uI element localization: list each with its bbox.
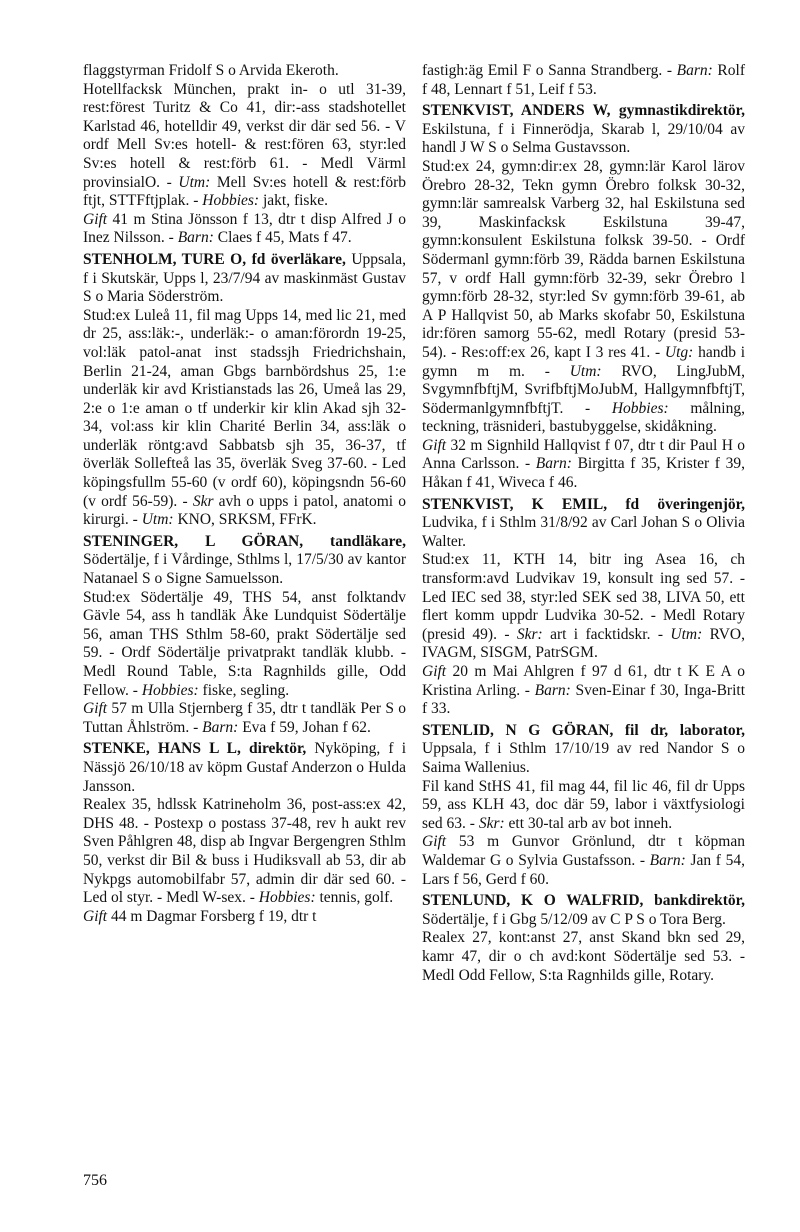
entry-stenlid	[422, 722, 745, 889]
entry-first-paragraph	[422, 722, 745, 778]
entry-first-paragraph	[83, 740, 406, 796]
entry-stenkvist-emil	[422, 496, 745, 719]
entry-text: Realex 35, hdlssk Katrineholm 36, post-ass:ex 42, DHS 48. - Postexp o postass 37-48, rev h aukt rev Sven Påhlgren 48, disp ab Ingvar Bergengren Sthlm 50, verkst dir Bil & buss i Hudiksvall ab 53, dir ab Nykpgs automobilfabr 57, admin dir där sed 60. - Led ol styr. - Medl W-sex. - Hobbies: tennis, golf.	[83, 796, 406, 907]
entry-text: Fil kand StHS 41, fil mag 44, fil lic 46, fil dr Upps 59, ass KLH 43, doc där 59, labor i växtfysiologi sed 63. - Skr: ett 30-tal arb av bot inneh.	[422, 777, 745, 832]
entry-heading: STENKVIST, K EMIL, fd överingenjör,	[422, 495, 745, 513]
entry-text: Gift 20 m Mai Ahlgren f 97 d 61, dtr t K E A o Kristina Arling. - Barn: Sven-Einar f 30, Inga-Britt f 33.	[422, 663, 745, 718]
entry-text: Södertälje, f i Vårdinge, Sthlms l, 17/5/30 av kantor Natanael S o Signe Samuelsson.	[83, 551, 406, 588]
entry-steninger	[83, 533, 406, 738]
entry-heading: STENKE, HANS L L, direktör,	[83, 740, 307, 758]
entry-text: Nyköping, f i Nässjö 26/10/18 av köpm Gustaf Anderzon o Hulda Jansson.	[83, 740, 407, 795]
entry-stenholm	[83, 251, 406, 530]
page-number: 756	[83, 1172, 107, 1189]
entry-heading: STENINGER, L GÖRAN, tandläkare,	[83, 532, 406, 550]
entry-text: Uppsala, f i Sthlm 17/10/19 av red Nandor S o Saima Wallenius.	[422, 740, 745, 776]
entry-text: Stud:ex Södertälje 49, THS 54, anst folktandv Gävle 54, ass h tandläk Åke Lundquist Södertälje 56, aman THS Sthlm 58-60, prakt Södertälje sed 59. - Ordf Södertälje privatprakt tandläk klubb. - Medl Round Table, S:ta Ragnhilds gille, Odd Fellow. - Hobbies: fiske, segling.	[83, 588, 406, 699]
entry-text: Realex 27, kont:anst 27, anst Skand bkn sed 29, kamr 47, dir o ch avd:kont Södertälje sed 53. - Medl Odd Fellow, S:ta Ragnhilds gille, Rotary.	[422, 929, 745, 984]
entry-first-paragraph	[83, 251, 406, 307]
entry-text: Gift 53 m Gunvor Grönlund, dtr t köpman Waldemar G o Sylvia Gustafsson. - Barn: Jan f 54, Lars f 56, Gerd f 60.	[422, 833, 745, 888]
entry-stenke	[83, 740, 406, 926]
entry-text: Gift 57 m Ulla Stjernberg f 35, dtr t tandläk Per S o Tuttan Åhlström. - Barn: Eva f 59, Johan f 62.	[83, 700, 406, 736]
entry-heading: STENLID, N G GÖRAN, fil dr, laborator,	[422, 721, 745, 739]
entry-stenkvist-anders	[422, 102, 745, 492]
entry-heading: STENKVIST, ANDERS W, gymnastikdirektör,	[422, 102, 745, 120]
entry-heading: STENLUND, K O WALFRID, bankdirektör,	[422, 892, 745, 910]
entry-continuation	[83, 62, 406, 248]
entry-first-paragraph	[422, 892, 745, 929]
entry-continuation	[422, 62, 745, 99]
entry-first-paragraph	[422, 496, 745, 552]
entry-stenlund	[422, 892, 745, 985]
entry-text: Gift 44 m Dagmar Forsberg f 19, dtr t	[83, 907, 317, 925]
entry-first-paragraph	[422, 102, 745, 158]
entry-text: Hotellfacksk München, prakt in- o utl 31-39, rest:förest Turitz & Co 41, dir:-ass stadshotellet Karlstad 46, hotelldir 49, verkst dir där sed 56. - V ordf Mell Sv:es hotell- & rest:fören 63, styr:led Sv:es hotell & rest:förb 61. - Medl Värml provinsialO. - Utm: Mell Sv:es hotell & rest:förb ftjt, STTFftjplak. - Hobbies: jakt, fiske.	[83, 80, 406, 210]
entry-text: Uppsala, f i Skutskär, Upps l, 23/7/94 av maskinmäst Gustav S o Maria Söderström.	[83, 250, 406, 306]
entry-text: Ludvika, f i Sthlm 31/8/92 av Carl Johan S o Olivia Walter.	[422, 514, 745, 550]
entry-text: Stud:ex Luleå 11, fil mag Upps 14, med lic 21, med dr 25, ass:läk:-, underläk:- o aman:förordn 19-25, vol:läk patol-anat inst stadssjh Friedrichshain, Berlin 21-24, aman Gbgs barnbördshus 25, 1:e underläk kir avd Kristianstads las 26, Umeå las 29, 2:e o 1:e aman o tf underkir kir klin Akad sjh 32-34, vol:ass kir klin Charité Berlin 34, ass:läk o underläk röntg:avd Sabbatsb sjh 35, 36-37, tf överläk Sollefteå las 35, överläk Sveg 37-60. - Led köpingsfullm 55-60 (v ordf 60), köpingsndn 56-60 (v ordf 56-59). - Skr avh o upps i patol, anatomi o kirurgi. - Utm: KNO, SRKSM, FFrK.	[83, 306, 406, 529]
entry-text: Stud:ex 11, KTH 14, bitr ing Asea 16, ch transform:avd Ludvikav 19, konsult ing sed 57. - Led IEC sed 38, styr:led SEK sed 38, LIVA 50, ett flert komm uppdr Ludvika 30-52. - Medl Rotary (presid 49). - Skr: art i facktidskr. - Utm: RVO, IVAGM, SISGM, PatrSGM.	[422, 551, 745, 662]
entry-text: flaggstyrman Fridolf S o Arvida Ekeroth.	[83, 62, 339, 79]
entry-text: Stud:ex 24, gymn:dir:ex 28, gymn:lär Karol lärov Örebro 28-32, Tekn gymn Örebro folksk 30-32, gymn:lär samrealsk Varberg 32, hal Eskilstuna sed 39, Maskinfacksk Eskilstuna 39-47, gymn:konsulent Eskilstuna folksk 39-50. - Ordf Södermanl gymn:förb 39, Rädda barnen Eskilstuna 57, v ordf Hall gymn:förb 32-39, sekr Örebro l gymn:förb 28-32, styr:led Sv gymn:förb 39-61, ab A P Hallqvist 50, ab Marks skofabr 50, Eskilstuna idr:fören samorg 55-62, medl Rotary (presid 53-54). - Res:off:ex 26, kapt I 3 res 41. - Utg: handb i gymn m m. - Utm: RVO, LingJubM, SvgymnfbftjM, SvrifbftjMoJubM, HallgymnfbftjT, SödermanlgymnfbftjT. - Hobbies: målning, teckning, träsnideri, bastubyggelse, skidåkning.	[422, 157, 745, 436]
entry-text: fastigh:äg Emil F o Sanna Strandberg. - Barn: Rolf f 48, Lennart f 51, Leif f 53.	[422, 62, 745, 98]
entry-text: Eskilstuna, f i Finnerödja, Skarab l, 29/10/04 av handl J W S o Selma Gustavsson.	[422, 120, 745, 157]
right-column	[422, 62, 745, 988]
entry-first-paragraph	[83, 533, 406, 589]
entry-text: Södertälje, f i Gbg 5/12/09 av C P S o Tora Berg.	[422, 910, 726, 928]
entry-text: Gift 32 m Signhild Hallqvist f 07, dtr t dir Paul H o Anna Carlsson. - Barn: Birgitta f 35, Krister f 39, Håkan f 41, Wiveca f 46.	[422, 436, 745, 492]
left-column	[83, 62, 406, 929]
entry-heading: STENHOLM, TURE O, fd överläkare,	[83, 250, 346, 268]
entry-text: Gift 41 m Stina Jönsson f 13, dtr t disp Alfred J o Inez Nilsson. - Barn: Claes f 45, Mats f 47.	[83, 210, 406, 247]
